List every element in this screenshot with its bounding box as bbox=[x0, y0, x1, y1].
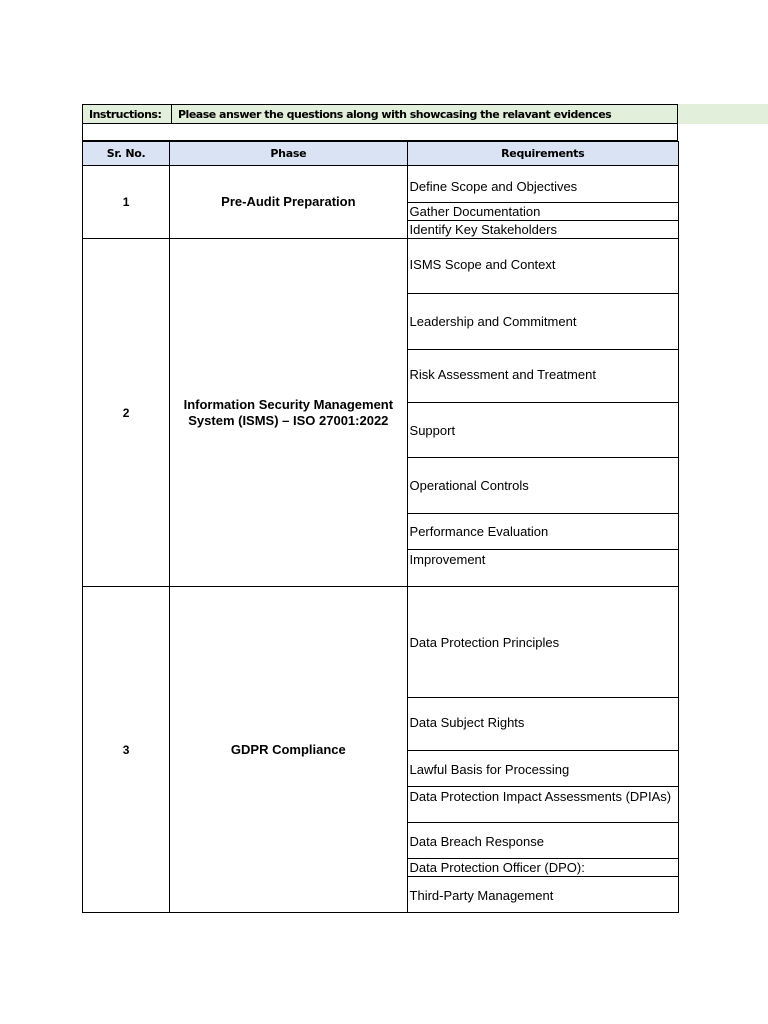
spacer-row bbox=[83, 124, 678, 141]
header-highlight-band bbox=[678, 104, 768, 124]
spacer-cell bbox=[83, 124, 678, 141]
instructions-table bbox=[82, 104, 678, 141]
header-sr-no: Sr. No. bbox=[83, 142, 170, 166]
requirement-cell: Lawful Basis for Processing bbox=[407, 751, 678, 787]
requirement-cell: Third-Party Management bbox=[407, 877, 678, 913]
requirement-cell: Data Protection Principles bbox=[407, 587, 678, 698]
phase-cell: Pre-Audit Preparation bbox=[170, 166, 407, 239]
requirement-cell: Data Subject Rights bbox=[407, 698, 678, 751]
requirement-cell: Data Protection Officer (DPO): bbox=[407, 859, 678, 877]
audit-requirements-table bbox=[82, 141, 679, 913]
phase-cell: Information Security Management System (ISMS) – ISO 27001:2022 bbox=[170, 239, 407, 587]
requirement-cell: Performance Evaluation bbox=[407, 514, 678, 550]
requirement-cell: Operational Controls bbox=[407, 458, 678, 514]
header-phase: Phase bbox=[170, 142, 407, 166]
requirement-cell: Support bbox=[407, 403, 678, 458]
sr-no-cell: 3 bbox=[83, 587, 170, 913]
instructions-label: Instructions: bbox=[83, 105, 172, 124]
requirement-cell: Define Scope and Objectives bbox=[407, 166, 678, 203]
table-row bbox=[83, 166, 679, 203]
table-row bbox=[83, 587, 679, 698]
requirement-cell: Risk Assessment and Treatment bbox=[407, 350, 678, 403]
requirement-cell: Gather Documentation bbox=[407, 203, 678, 221]
table-row bbox=[83, 239, 679, 294]
instructions-text: Please answer the questions along with showcasing the relavant evidences bbox=[172, 105, 678, 124]
instructions-row bbox=[83, 105, 678, 124]
requirement-cell: Data Protection Impact Assessments (DPIAs) bbox=[407, 787, 678, 823]
requirement-cell: Identify Key Stakeholders bbox=[407, 221, 678, 239]
sr-no-cell: 1 bbox=[83, 166, 170, 239]
header-row bbox=[83, 142, 679, 166]
requirement-cell: Leadership and Commitment bbox=[407, 294, 678, 350]
requirement-cell: Data Breach Response bbox=[407, 823, 678, 859]
requirement-cell: Improvement bbox=[407, 550, 678, 587]
requirement-cell: ISMS Scope and Context bbox=[407, 239, 678, 294]
sr-no-cell: 2 bbox=[83, 239, 170, 587]
header-requirements: Requirements bbox=[407, 142, 678, 166]
phase-cell: GDPR Compliance bbox=[170, 587, 407, 913]
